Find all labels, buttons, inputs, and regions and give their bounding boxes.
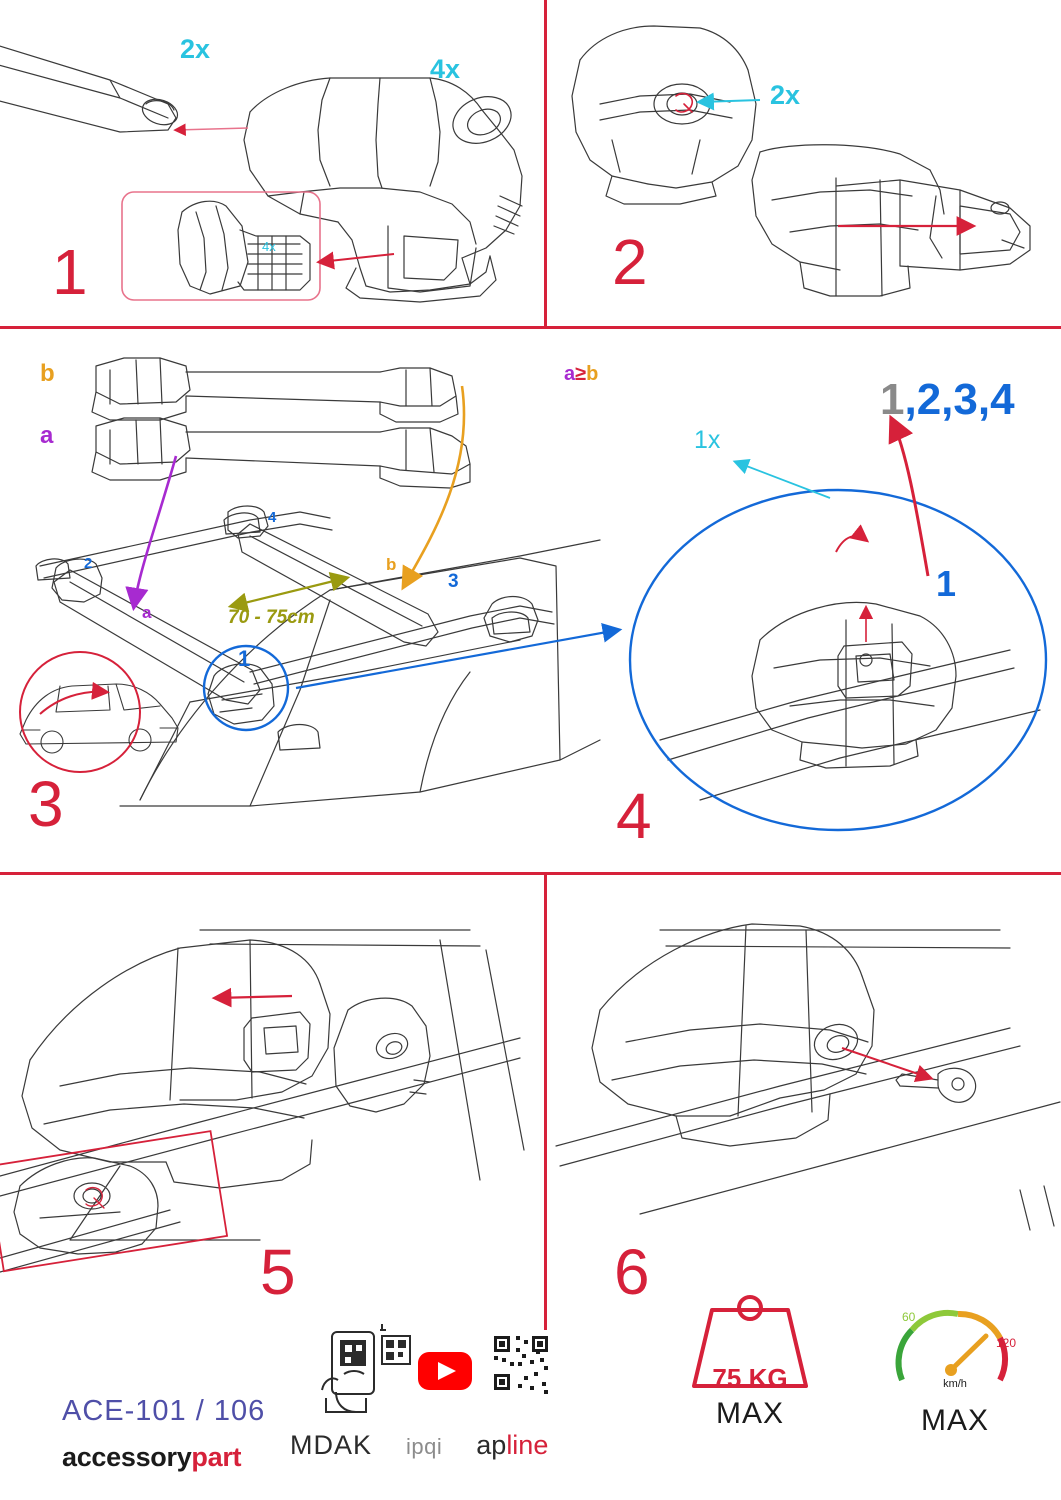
step4-sequence-first: 1 (880, 375, 905, 424)
step1-qty-foot: 4x (430, 54, 461, 84)
brand-row (290, 1430, 548, 1461)
step5-inset-lock-key (86, 1188, 104, 1208)
step-number-2: 2 (612, 226, 649, 298)
step4-sequence-rest: ,2,3,4 (904, 375, 1015, 424)
section-divider-2 (0, 872, 1061, 875)
step4-tool-qty: 1x (694, 426, 721, 454)
accessorypart-logo-part1: accessory (62, 1442, 192, 1472)
apline-logo-part1: ap (476, 1430, 507, 1460)
speed-limit-caption: MAX (920, 1404, 989, 1437)
step3-roof-label-a: a (142, 603, 152, 622)
model-code: ACE-101 / 106 (62, 1395, 266, 1427)
step1-inset-frame (122, 192, 320, 300)
step5-inset-frame (0, 1131, 227, 1271)
footer-brand (62, 1395, 265, 1473)
step3-condition-sign: ≥ (575, 363, 587, 385)
step4-torque-step: 1 (936, 563, 957, 604)
step3-foot-2: 2 (84, 555, 93, 572)
step4-zoom-circle (630, 490, 1046, 830)
step2-foot-lock (572, 26, 756, 204)
step1-inset-qty: 4x (262, 239, 276, 254)
step1-bar-profile (0, 40, 181, 132)
accessorypart-logo-part2: part (191, 1442, 242, 1472)
step3-car-side-icon (20, 684, 178, 753)
youtube-icon (418, 1352, 472, 1390)
step1-inset-pad (178, 201, 310, 294)
section-divider-vertical-2 (544, 875, 547, 1330)
qr-hand-icon (322, 1332, 374, 1412)
step3-car-roof (36, 509, 600, 806)
step-number-6: 6 (614, 1236, 651, 1308)
load-limit-block (690, 1305, 810, 1431)
step3-roof-label-b: b (386, 555, 397, 574)
step1-foot-assembly (244, 78, 522, 302)
section-divider-1 (0, 326, 1061, 329)
step-number-5: 5 (260, 1236, 297, 1308)
step5-inset-foot (0, 1158, 180, 1272)
step2-bar-insert (752, 145, 1030, 296)
step3-foot-4: 4 (268, 509, 277, 526)
step3-label-bar-b: b (40, 360, 55, 387)
speed-limit-block (890, 1300, 1020, 1438)
section-divider-vertical-1 (544, 0, 547, 326)
brand-apline (476, 1430, 548, 1461)
step6-assembly (556, 924, 1060, 1230)
step3-bar-b (92, 358, 458, 422)
step3-foot-3: 3 (448, 571, 459, 592)
load-limit-value: 75 KG (712, 1363, 788, 1393)
step-number-4: 4 (616, 780, 653, 852)
load-limit-caption: MAX (715, 1397, 784, 1430)
step3-condition-a: a (564, 363, 576, 385)
step-number-1: 1 (52, 236, 89, 308)
step2-lock-detail (676, 94, 692, 112)
qr-code-icon (492, 1334, 550, 1394)
accessorypart-logo (62, 1442, 265, 1473)
step3-distance-label: 70 - 75cm (228, 607, 315, 628)
step-number-3: 3 (28, 768, 65, 840)
step1-qty-bar: 2x (180, 34, 211, 64)
step4-detail-foot (660, 603, 1040, 801)
speed-gauge-max: 120 (996, 1336, 1017, 1350)
step3-bar-a (92, 418, 470, 488)
step3-condition-b: b (586, 363, 599, 385)
brand-ipqi: ipqi (406, 1434, 443, 1459)
brand-mdak: MDAK (290, 1430, 373, 1460)
step2-qty-lock: 2x (770, 80, 801, 110)
qr-sparkle-icon (380, 1324, 410, 1364)
step5-assembly (0, 930, 524, 1240)
apline-logo-part2: line (506, 1430, 549, 1460)
speed-gauge-min: 60 (902, 1310, 916, 1324)
annotation-arrows (40, 100, 972, 1078)
step3-car-direction-circle (20, 652, 140, 772)
step3-label-bar-a: a (40, 422, 54, 449)
speed-unit-label: km/h (943, 1378, 967, 1390)
step3-foot-1: 1 (238, 646, 251, 671)
